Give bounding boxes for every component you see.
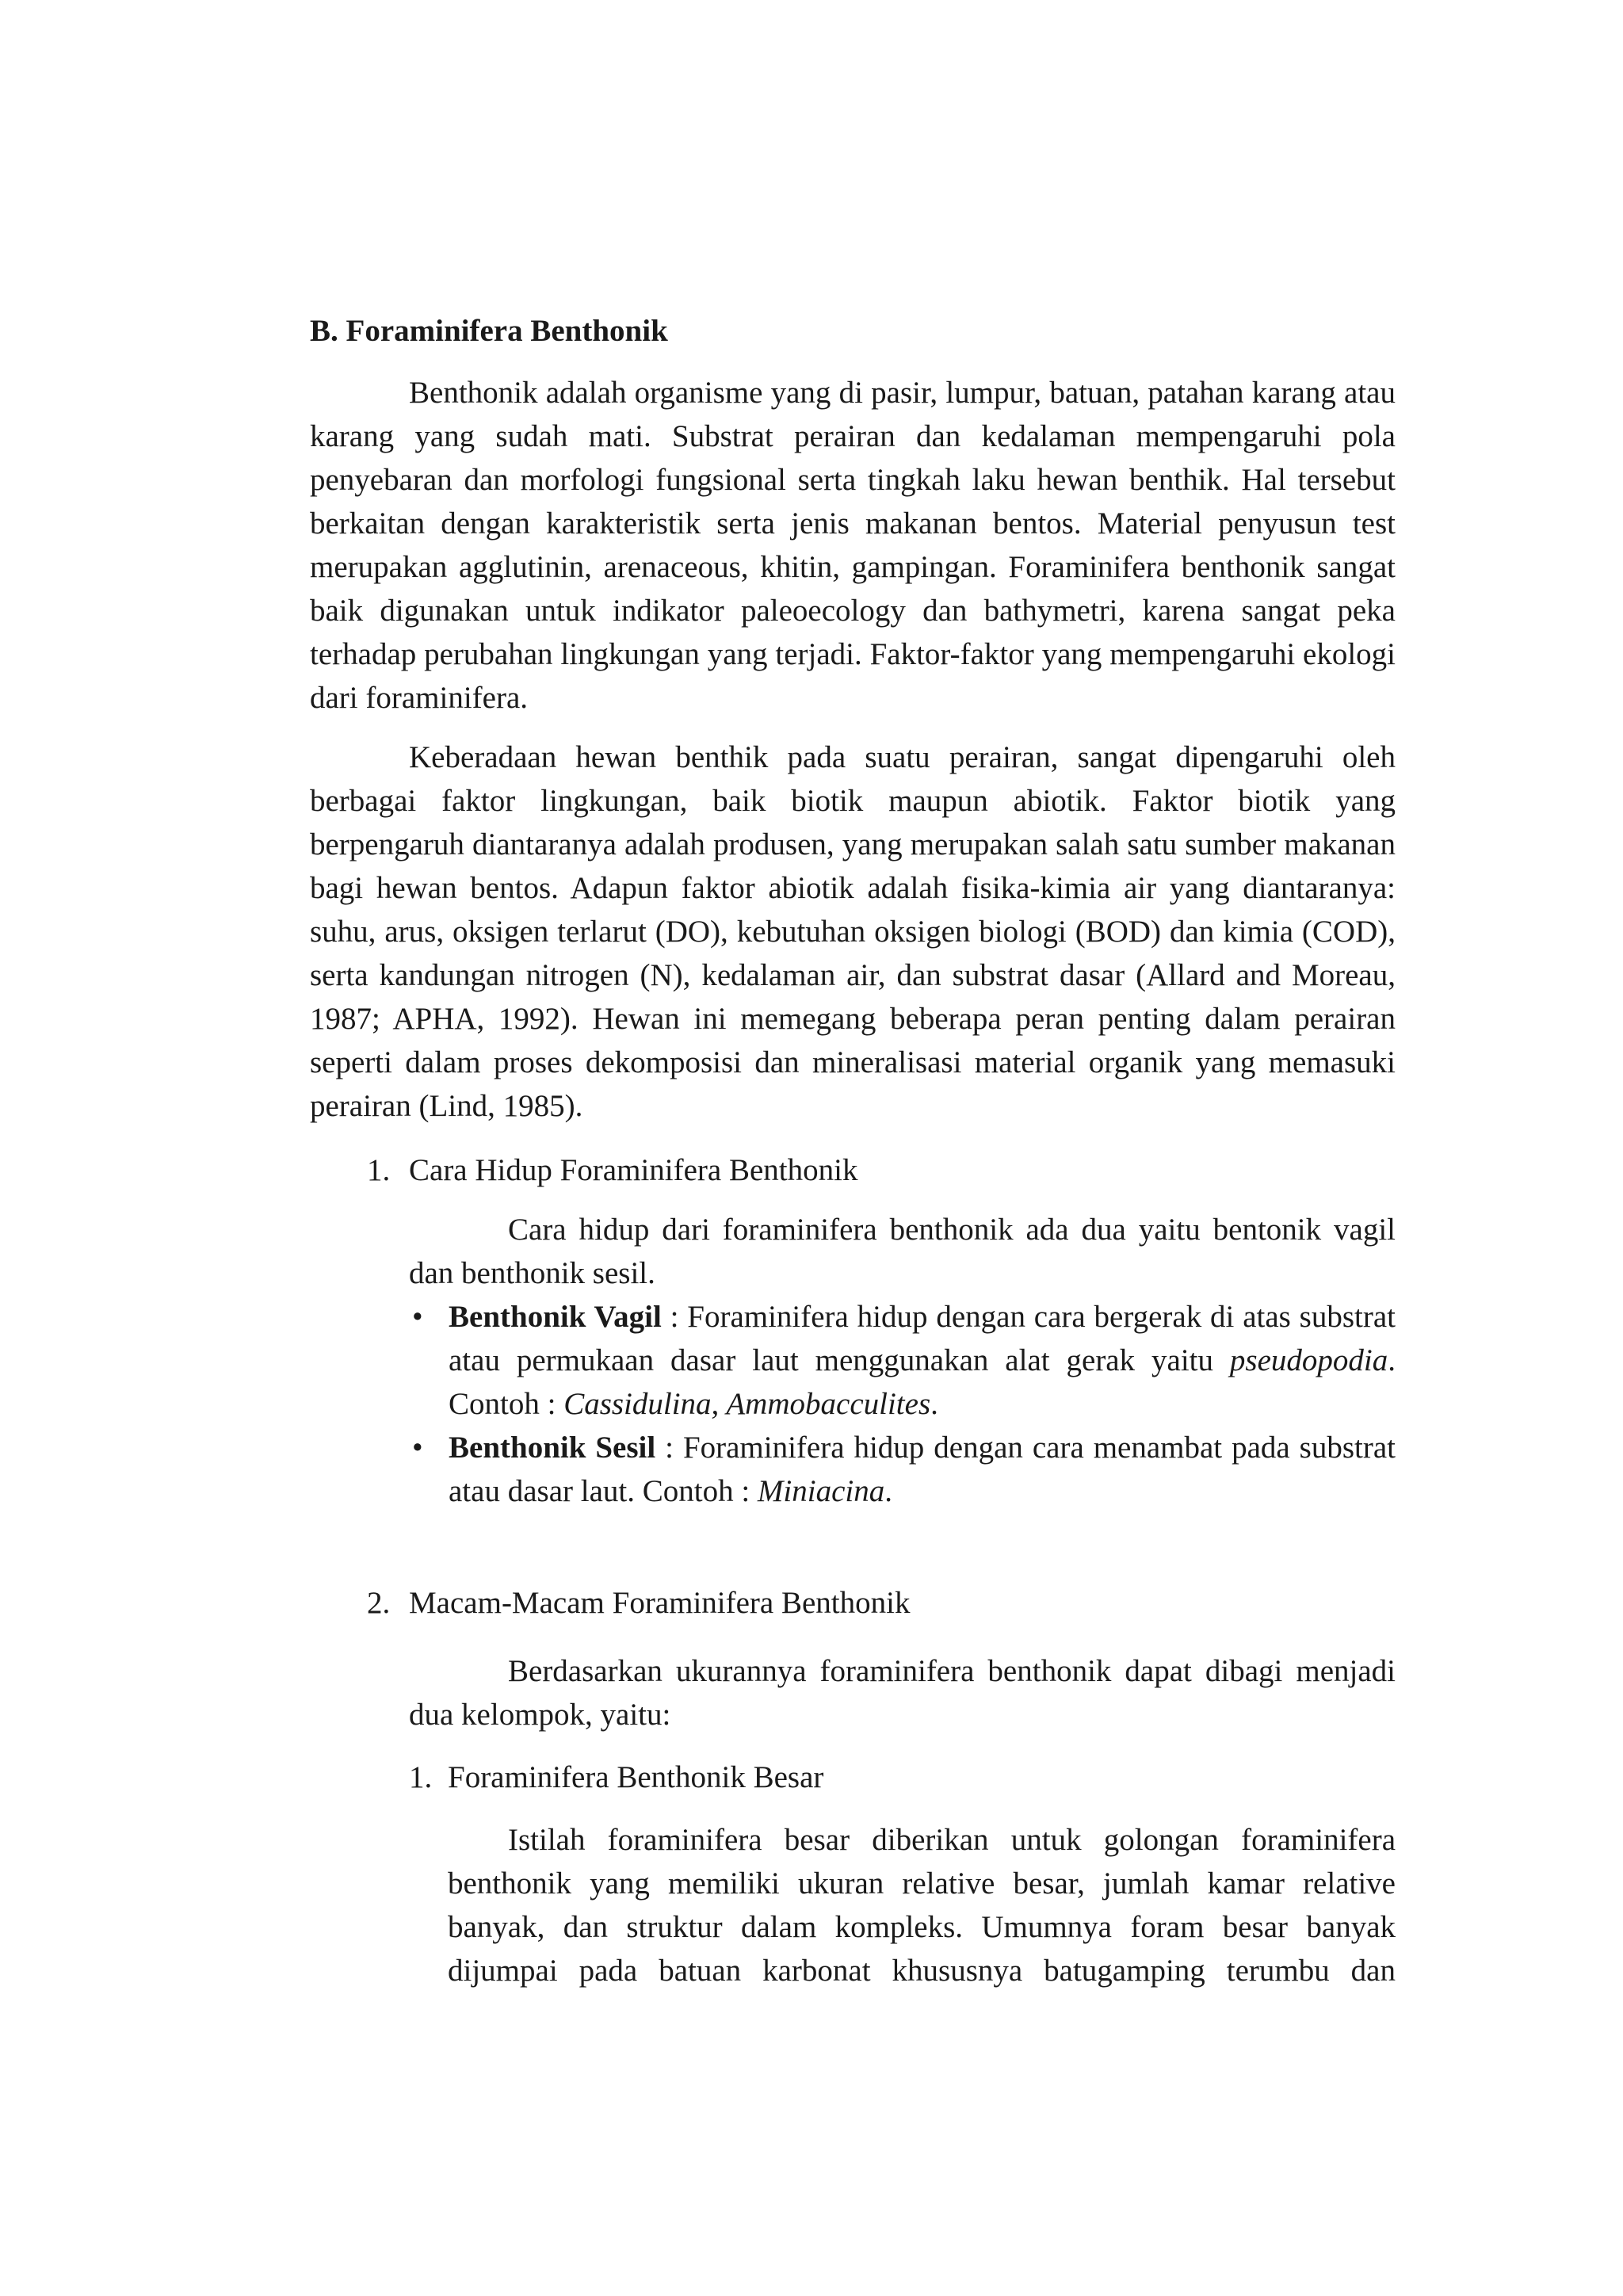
subsection-2-title [310, 1581, 1396, 1625]
subsection-2-number: 2. [367, 1586, 391, 1620]
bullet-list [310, 1295, 1396, 1513]
bullet-italic: Miniacina [757, 1474, 885, 1508]
bullet-text: . Contoh : [449, 1343, 1396, 1421]
bullet-italic: Cassidulina, Ammobacculites [563, 1387, 931, 1421]
subsection-1-body: Cara hidup dari foraminifera benthonik ada dua yaitu bentonik vagil dan benthonik sesil. [409, 1213, 1396, 1290]
subsection-2-item-1-body: Istilah foraminifera besar diberikan untuk golongan foraminifera benthonik yang memiliki ukuran relative besar, jumlah kamar relative banyak, dan struktur dalam kompleks. Umumnya foram besar banyak dijumpai pada batuan karbonat khususnya batugamping terumbu dan [448, 1823, 1396, 1988]
bullet-dot-icon: • [412, 1431, 423, 1465]
bullet-text: : Foraminifera hidup dengan cara menambat pada substrat atau dasar laut. Contoh : [449, 1431, 1396, 1508]
bullet-term: Benthonik Sesil [449, 1431, 656, 1465]
subsection-2-item-1-number: 1. [409, 1760, 433, 1794]
bullet-text: : Foraminifera hidup dengan cara bergerak di atas substrat atau permukaan dasar laut menggunakan alat gerak yaitu [449, 1300, 1396, 1377]
subsection-2-item-1-title [310, 1755, 1396, 1799]
subsection-2-item-1-title-text: Foraminifera Benthonik Besar [448, 1760, 824, 1794]
paragraph-benthonik-definition: Benthonik adalah organisme yang di pasir, lumpur, batuan, patahan karang atau karang yang sudah mati. Substrat perairan dan kedalaman mempengaruhi pola penyebaran dan morfologi fungsional serta tingkah laku hewan benthik. Hal tersebut berkaitan dengan karakteristik serta jenis makanan bentos. Material penyusun test merupakan agglutinin, arenaceous, khitin, gampingan. Foraminifera benthonik sangat baik digunakan untuk indikator paleoecology dan bathymetri, karena sangat peka terhadap perubahan lingkungan yang terjadi. Faktor-faktor yang mempengaruhi ekologi dari foraminifera. [310, 376, 1396, 715]
subsection-1-title [310, 1148, 1396, 1192]
subsection-2-title-text: Macam-Macam Foraminifera Benthonik [409, 1586, 911, 1620]
bullet-term: Benthonik Vagil [449, 1300, 662, 1334]
document-page [310, 309, 1396, 1992]
bullet-text: . [930, 1387, 938, 1421]
paragraph-benthik-factors: Keberadaan hewan benthik pada suatu perairan, sangat dipengaruhi oleh berbagai faktor lingkungan, baik biotik maupun abiotik. Faktor biotik yang berpengaruh diantaranya adalah produsen, yang merupakan salah satu sumber makanan bagi hewan bentos. Adapun faktor abiotik adalah fisika-kimia air yang diantaranya: suhu, arus, oksigen terlarut (DO), kebutuhan oksigen biologi (BOD) dan kimia (COD), serta kandungan nitrogen (N), kedalaman air, dan substrat dasar (Allard and Moreau, 1987; APHA, 1992). Hewan ini memegang beberapa peran penting dalam perairan seperti dalam proses dekomposisi dan mineralisasi material organik yang memasuki perairan (Lind, 1985). [310, 740, 1396, 1123]
subsection-1-number: 1. [367, 1153, 391, 1187]
subsection-1-title-text: Cara Hidup Foraminifera Benthonik [409, 1153, 858, 1187]
bullet-item-vagil [412, 1295, 1396, 1426]
bullet-item-sesil [412, 1426, 1396, 1513]
bullet-text: . [884, 1474, 892, 1508]
bullet-dot-icon: • [412, 1300, 423, 1334]
section-heading: B. Foraminifera Benthonik [310, 314, 668, 348]
subsection-2-body: Berdasarkan ukurannya foraminifera benthonik dapat dibagi menjadi dua kelompok, yaitu: [409, 1654, 1396, 1732]
bullet-italic: pseudopodia [1229, 1343, 1388, 1377]
